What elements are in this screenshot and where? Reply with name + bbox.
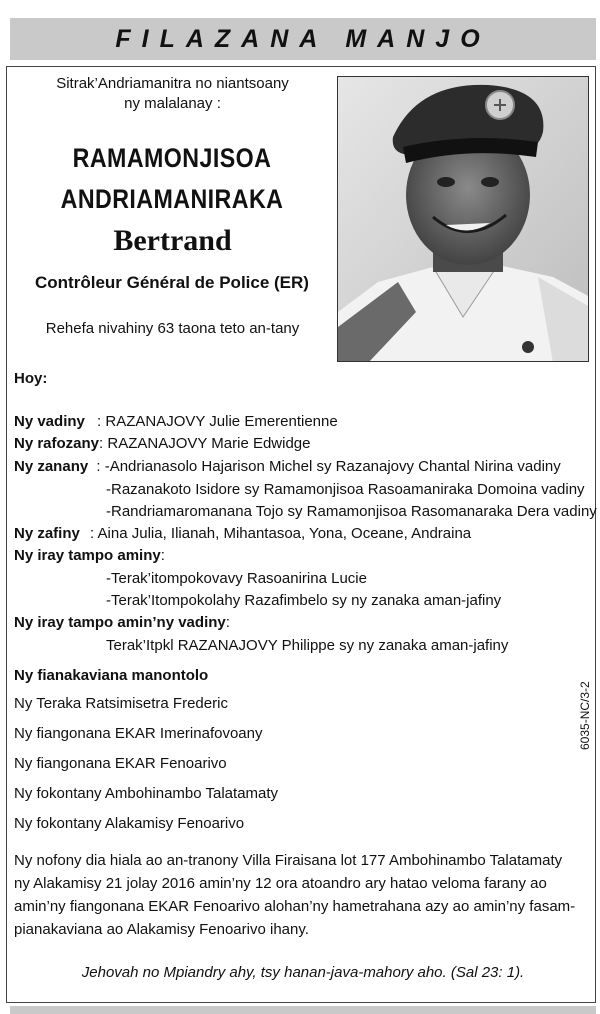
- grandchildren-value: : Aina Julia, Ilianah, Mihantasoa, Yona, Oceane, Andraina: [90, 525, 472, 542]
- children-value-2: -Razanakoto Isidore sy Ramamonjisoa Rasoamaniraka Domoina vadiny: [106, 481, 585, 498]
- surname-1: RAMAMONJISOA: [72, 143, 272, 173]
- reference-code: 6035-NC/3-2: [578, 681, 592, 750]
- siblings-heading: [14, 547, 165, 564]
- bible-verse: Jehovah no Mpiandry ahy, tsy hanan-java-mahory aho. (Sal 23: 1).: [81, 964, 525, 981]
- children-value-1: : -Andrianasolo Hajarison Michel sy Razanajovy Chantal Nirina vadiny: [96, 458, 561, 475]
- spouse-siblings-heading: [14, 614, 230, 631]
- mother-in-law-label: Ny rafozany: [14, 435, 100, 452]
- extended-family-item: Ny fokontany Alakamisy Fenoarivo: [14, 815, 245, 832]
- surname-2: ANDRIAMANIRAKA: [60, 184, 284, 214]
- children-value-3: -Randriamaromanana Tojo sy Ramamonjisoa Rasomanaraka Dera vadiny: [106, 503, 597, 520]
- siblings-value-1: -Terak’itompokovavy Rasoanirina Lucie: [106, 570, 367, 587]
- spouse-label: Ny vadiny: [14, 413, 85, 430]
- children-label: Ny zanany: [14, 458, 89, 475]
- notice-line-1: Ny nofony dia hiala ao an-tranony Villa Firaisana lot 177 Ambohinambo Talatamaty: [14, 852, 563, 869]
- spouse-value: : RAZANAJOVY Julie Emerentienne: [97, 413, 338, 430]
- siblings-label: Ny iray tampo aminy: [14, 547, 161, 564]
- intro-line-1: Sitrak’Andriamanitra no niantsoany: [56, 75, 289, 92]
- spouse-siblings-value: Terak’Itpkl RAZANAJOVY Philippe sy ny zanaka aman-jafiny: [106, 637, 509, 654]
- rank-title: Contrôleur Général de Police (ER): [35, 273, 309, 292]
- portrait-illustration: [338, 77, 589, 362]
- grandchildren-line: [14, 525, 471, 542]
- extended-family-heading: Ny fianakaviana manontolo: [14, 667, 209, 684]
- notice-line-3: amin’ny fiangonana EKAR Fenoarivo alohan’ny hametrahana azy ao amin’ny fasam-: [14, 898, 576, 915]
- siblings-value-2: -Terak’Itompokolahy Razafimbelo sy ny zanaka aman-jafiny: [106, 592, 502, 609]
- extended-family-item: Ny fokontany Ambohinambo Talatamaty: [14, 785, 279, 802]
- spouse-siblings-label: Ny iray tampo amin’ny vadiny: [14, 614, 226, 631]
- intro-line-2: ny malalanay :: [124, 95, 221, 112]
- children-line: [14, 458, 561, 475]
- extended-family-item: Ny fiangonana EKAR Fenoarivo: [14, 755, 227, 772]
- extended-family-item: Ny fiangonana EKAR Imerinafovoany: [14, 725, 263, 742]
- hoy-label: Hoy:: [14, 370, 48, 387]
- extended-family-item: Ny Teraka Ratsimisetra Frederic: [14, 695, 228, 712]
- siblings-colon: :: [160, 547, 165, 564]
- header-title: FILAZANA MANJO: [115, 24, 491, 53]
- grandchildren-label: Ny zafiny: [14, 525, 80, 542]
- header-banner: [10, 18, 596, 60]
- first-name: Bertrand: [113, 224, 232, 257]
- portrait-photo: [337, 76, 589, 362]
- mother-in-law-line: [14, 435, 311, 452]
- notice-line-2: ny Alakamisy 21 jolay 2016 amin’ny 12 ora atoandro ary hatao veloma farany ao: [14, 875, 547, 892]
- spouse-line: [14, 413, 338, 430]
- notice-line-4: pianakaviana ao Alakamisy Fenoarivo ihany.: [14, 921, 309, 938]
- bottom-bar: [10, 1006, 596, 1014]
- spouse-siblings-colon: :: [225, 614, 230, 631]
- mother-in-law-value: : RAZANAJOVY Marie Edwidge: [99, 435, 311, 452]
- age-text: Rehefa nivahiny 63 taona teto an-tany: [45, 320, 300, 337]
